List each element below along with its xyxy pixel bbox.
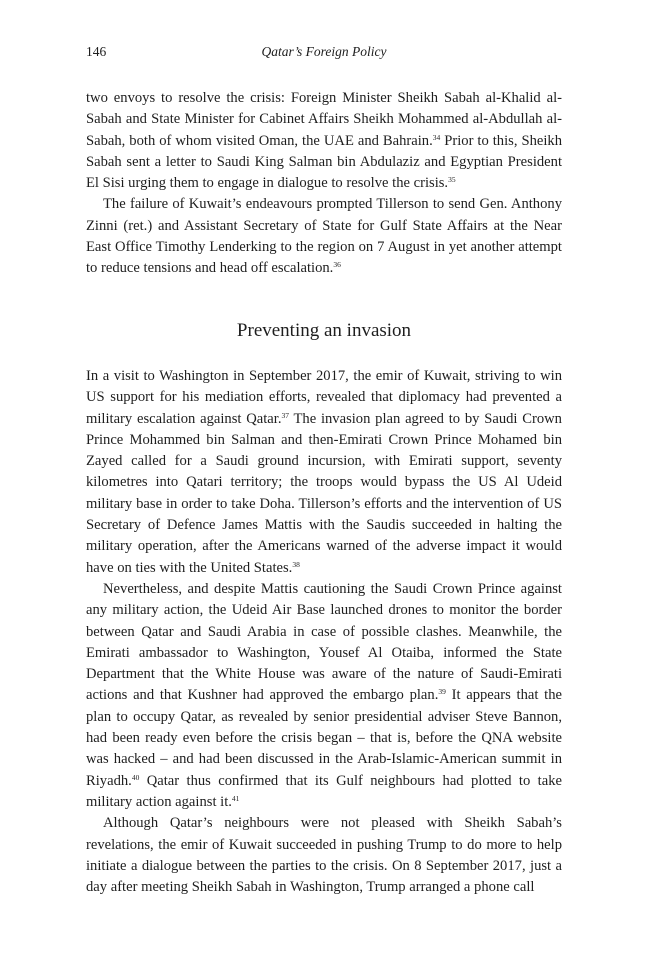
paragraph-text: Qatar thus confirmed that its Gulf neighbours had plotted to take military action against it. <box>86 772 562 810</box>
paragraph-text: In a visit to Washington in September 2017, the emir of Kuwait, striving to win US support for his mediation efforts, revealed that diplomacy had prevented a military escalation against Qatar. <box>86 368 562 427</box>
footnote-ref: 40 <box>131 772 140 782</box>
paragraph-text: The invasion plan agreed to by Saudi Crown Prince Mohammed bin Salman and then-Emirati Crown Prince Mohamed bin Zayed called for a Saudi ground incursion, with Emirati support, seventy kilometres into Qatari territory; the troops would bypass the US Al Udeid military base in order to take Doha. Tillerson’s efforts and the intervention of US Secretary of Defence James Mattis with the Saudis succeeded in halting the military operation, after the Americans warned of the adverse impact it would have on ties with the United States. <box>86 410 562 576</box>
paragraph <box>86 813 562 898</box>
body-text-top <box>86 88 562 280</box>
body-text-main <box>86 366 562 898</box>
paragraph-text: two envoys to resolve the crisis: Foreign Minister Sheikh Sabah al-Khalid al-Sabah and State Minister for Cabinet Affairs Sheikh Mohammed al-Abdullah al-Sabah, both of whom visited Oman, the UAE and Bahrain. <box>86 90 562 149</box>
footnote-ref: 39 <box>438 687 446 697</box>
paragraph-text: Prior to this, Sheikh Sabah sent a letter to Saudi King Salman bin Abdulaziz and Egyptian President El Sisi urging them to engage in dialogue to resolve the crisis. <box>86 132 563 192</box>
footnote-ref: 41 <box>231 793 240 803</box>
paragraph <box>86 194 562 279</box>
footnote-ref: 38 <box>292 559 300 569</box>
paragraph-text: Although Qatar’s neighbours were not pleased with Sheikh Sabah’s revelations, the emir of Kuwait succeeded in pushing Trump to do more to help initiate a dialogue between the parties to the crisis. On 8 September 2017, just a day after meeting Sheikh Sabah in Washington, Trump arranged a phone call <box>86 815 562 896</box>
section-heading: Preventing an invasion <box>236 320 412 341</box>
footnote-ref: 34 <box>432 132 441 142</box>
paragraph <box>86 366 562 579</box>
footnote-ref: 35 <box>448 175 456 185</box>
paragraph <box>86 579 562 813</box>
page-number: 146 <box>86 44 107 59</box>
footnote-ref: 36 <box>333 260 341 270</box>
running-header <box>86 44 562 66</box>
paragraph-text: Nevertheless, and despite Mattis cautioning the Saudi Crown Prince against any military action, the Udeid Air Base launched drones to monitor the border between Qatar and Saudi Arabia in case of possible clashes. Meanwhile, the Emirati ambassador to Washington, Yousef Al Otaiba, informed the State Department that the White House was aware of the nature of Saudi-Emirati actions and that Kushner had approved the embargo plan. <box>86 580 562 704</box>
footnote-ref: 37 <box>281 410 289 420</box>
running-title: Qatar’s Foreign Policy <box>261 44 387 59</box>
paragraph-text: The failure of Kuwait’s endeavours prompted Tillerson to send Gen. Anthony Zinni (ret.) and Assistant Secretary of State for Gulf State Affairs at the Near East Office Timothy Lenderking to the region on 7 August in yet another attempt to reduce tensions and head off escalation. <box>86 196 562 277</box>
paragraph <box>86 88 562 194</box>
paragraph-text: It appears that the plan to occupy Qatar, as revealed by senior presidential adviser Steve Bannon, had been ready even before the crisis began – that is, before the QNA website was hacked – and had been discussed in the Arab-Islamic-American summit in Riyadh. <box>86 687 562 789</box>
